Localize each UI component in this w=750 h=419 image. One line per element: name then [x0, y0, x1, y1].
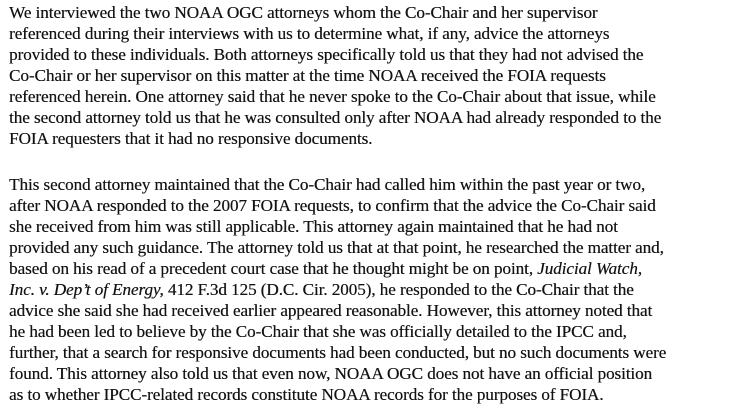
citation-italic: Judicial Watch,: [537, 259, 642, 278]
text-segment: the second attorney told us that he was consulted only after NOAA had already responded to the: [9, 108, 662, 127]
paragraph: [9, 2, 746, 149]
text-line: [9, 86, 746, 107]
text-segment: referenced during their interviews with us to determine what, if any, advice the attorneys: [9, 24, 610, 43]
paragraph: [9, 174, 746, 405]
text-segment: 412 F.3d 125 (D.C. Cir. 2005), he responded to the Co-Chair that the: [163, 280, 634, 299]
text-line: [9, 174, 746, 195]
text-segment: referenced herein. One attorney said that he never spoke to the Co-Chair about that issue, while: [9, 87, 656, 106]
text-line: [9, 384, 746, 405]
citation-italic: Inc. v. Dep’t of Energy,: [9, 280, 164, 299]
text-line: [9, 44, 746, 65]
text-segment: provided to these individuals. Both attorneys specifically told us that they had not advised the: [9, 45, 644, 64]
text-line: [9, 195, 746, 216]
text-segment: as to whether IPCC-related records constitute NOAA records for the purposes of FOIA.: [9, 385, 604, 404]
text-segment: advice she said she had received earlier appeared reasonable. However, this attorney noted that: [9, 301, 653, 320]
text-line: [9, 237, 746, 258]
text-segment: he had been led to believe by the Co-Chair that she was officially detailed to the IPCC and,: [9, 322, 627, 341]
text-line: [9, 107, 746, 128]
text-segment: after NOAA responded to the 2007 FOIA requests, to confirm that the advice the Co-Chair said: [9, 196, 656, 215]
text-segment: FOIA requesters that it had no responsive documents.: [9, 129, 373, 148]
text-line: [9, 342, 746, 363]
text-segment: found. This attorney also told us that even now, NOAA OGC does not have an official position: [9, 364, 653, 383]
text-line: [9, 258, 746, 279]
text-segment: provided any such guidance. The attorney told us that at that point, he researched the matter and,: [9, 238, 664, 257]
text-line: [9, 363, 746, 384]
text-line: [9, 2, 746, 23]
text-line: [9, 65, 746, 86]
text-line: [9, 23, 746, 44]
text-segment: We interviewed the two NOAA OGC attorneys whom the Co-Chair and her supervisor: [9, 3, 598, 22]
text-line: [9, 279, 746, 300]
text-line: [9, 300, 746, 321]
text-line: [9, 128, 746, 149]
text-line: [9, 216, 746, 237]
text-segment: further, that a search for responsive documents had been conducted, but no such documents were: [9, 343, 667, 362]
text-segment: she received from him was still applicable. This attorney again maintained that he had not: [9, 217, 618, 236]
text-line: [9, 321, 746, 342]
text-segment: This second attorney maintained that the Co-Chair had called him within the past year or two,: [9, 175, 646, 194]
text-segment: Co-Chair or her supervisor on this matter at the time NOAA received the FOIA requests: [9, 66, 606, 85]
text-segment: based on his read of a precedent court case that he thought might be on point,: [9, 259, 538, 278]
